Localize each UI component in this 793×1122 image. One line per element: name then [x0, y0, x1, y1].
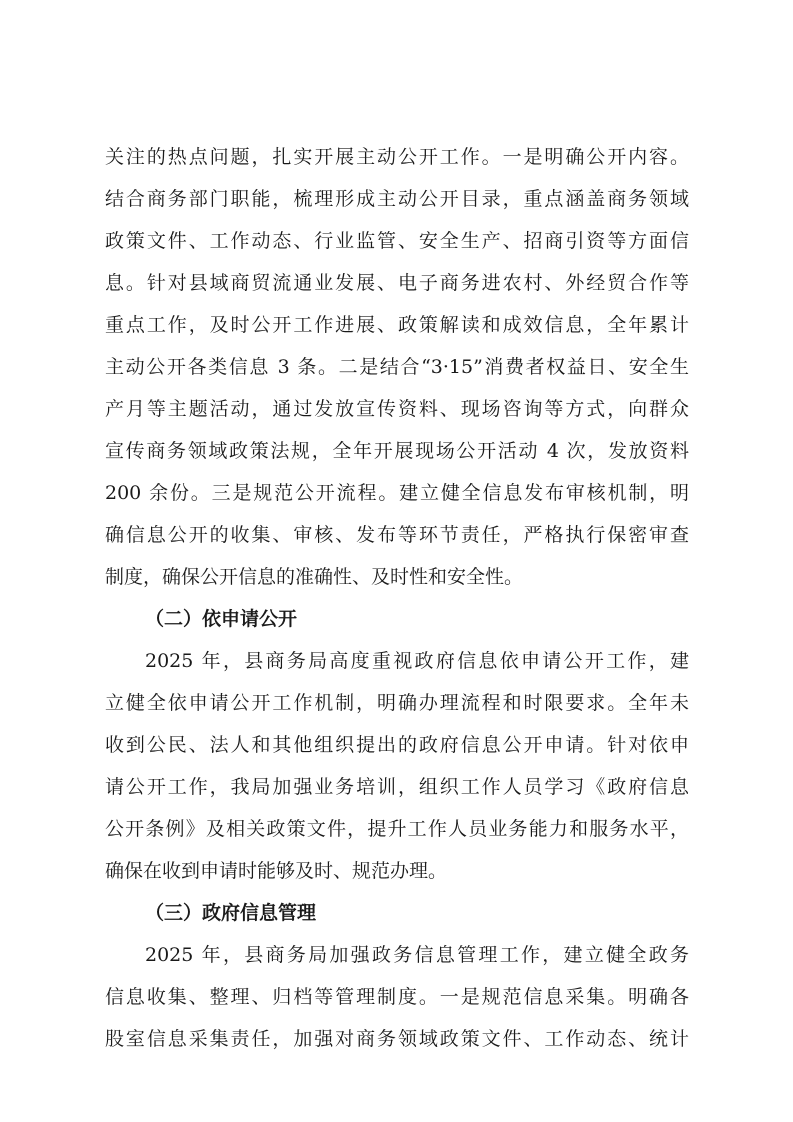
paragraph-line: 主动公开各类信息 3 条。二是结合“3·15”消费者权益日、安全生: [105, 356, 689, 378]
paragraph-line: 息。针对县域商贸流通业发展、电子商务进农村、外经贸合作等: [105, 272, 689, 294]
paragraph-line: 宣传商务领域政策法规，全年开展现场公开活动 4 次，发放资料: [105, 440, 689, 462]
paragraph-line: 请公开工作，我局加强业务培训，组织工作人员学习《政府信息: [105, 776, 689, 798]
paragraph-line: 关注的热点问题，扎实开展主动公开工作。一是明确公开内容。: [105, 146, 689, 168]
paragraph-line: 股室信息采集责任，加强对商务领域政策文件、工作动态、统计: [105, 1028, 689, 1050]
paragraph-line: 公开条例》及相关政策文件，提升工作人员业务能力和服务水平，: [105, 818, 689, 840]
paragraph-line: 确保在收到申请时能够及时、规范办理。: [105, 860, 448, 882]
paragraph-line: 制度，确保公开信息的准确性、及时性和安全性。: [105, 566, 524, 588]
paragraph-line: 收到公民、法人和其他组织提出的政府信息公开申请。针对依申: [105, 734, 689, 756]
paragraph-line: 立健全依申请公开工作机制，明确办理流程和时限要求。全年未: [105, 692, 689, 714]
section-heading-info-management: （三）政府信息管理: [145, 902, 317, 924]
section-heading-application: （二）依申请公开: [145, 608, 298, 630]
paragraph-line: 信息收集、整理、归档等管理制度。一是规范信息采集。明确各: [105, 986, 689, 1008]
paragraph-line: 政策文件、工作动态、行业监管、安全生产、招商引资等方面信: [105, 230, 689, 252]
paragraph-line: 确信息公开的收集、审核、发布等环节责任，严格执行保密审查: [105, 524, 689, 546]
paragraph-line: 2025 年，县商务局加强政务信息管理工作，建立健全政务: [145, 944, 689, 966]
paragraph-line: 产月等主题活动，通过发放宣传资料、现场咨询等方式，向群众: [105, 398, 689, 420]
paragraph-line: 重点工作，及时公开工作进展、政策解读和成效信息，全年累计: [105, 314, 689, 336]
paragraph-line: 200 余份。三是规范公开流程。建立健全信息发布审核机制，明: [105, 482, 689, 504]
paragraph-line: 2025 年，县商务局高度重视政府信息依申请公开工作，建: [145, 650, 689, 672]
paragraph-line: 结合商务部门职能，梳理形成主动公开目录，重点涵盖商务领域: [105, 188, 689, 210]
